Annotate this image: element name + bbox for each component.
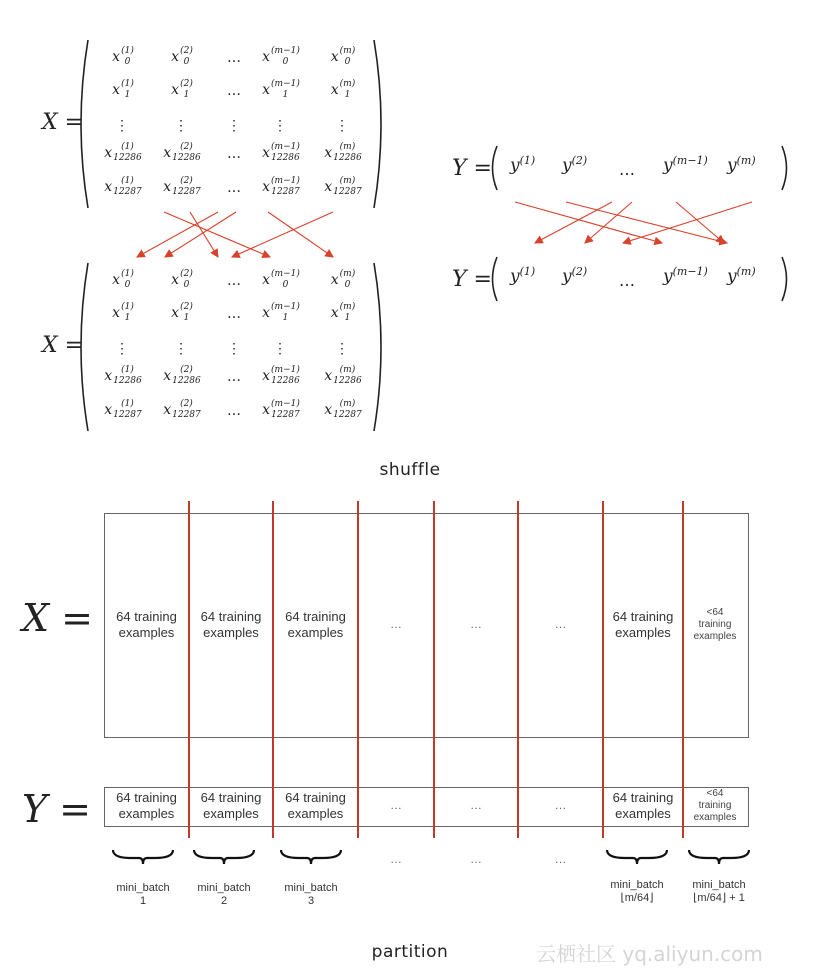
matrix-entry: x (2) 12287: [163, 399, 201, 420]
matrix-entry: x (m) 1: [330, 302, 356, 323]
vector-entry: $y^{(2)}$: [562, 154, 588, 176]
matrix-entry: x (m−1) 12287: [262, 176, 300, 197]
y-column-ellipsis: …: [554, 798, 567, 812]
vector-ellipsis: …: [619, 271, 635, 290]
vector-entry: $y^{(2)}$: [562, 265, 588, 287]
matrix-entry: x (m) 12287: [324, 176, 362, 197]
vector-entry: $y^{(m-1)}$: [663, 265, 708, 287]
partition-x-label: X =: [22, 596, 93, 640]
x-column-ellipsis: …: [554, 616, 567, 631]
mini-batch-ellipsis: …: [470, 852, 482, 866]
matrix-entry: x (m−1) 12286: [262, 365, 300, 386]
matrix-ellipsis: ⋮: [335, 341, 349, 357]
vector-entry: $y^{(m-1)}$: [663, 154, 708, 176]
matrix-ellipsis: …: [227, 146, 241, 162]
y-column-64-examples: 64 training examples: [612, 790, 674, 821]
y-column-64-examples: 64 training examples: [285, 790, 346, 821]
matrix-entry: x (1) 1: [112, 79, 134, 100]
matrix-entry: x (1) 0: [112, 269, 134, 290]
matrix-entry: x (2) 1: [171, 79, 193, 100]
matrix-entry: x (m) 12286: [324, 142, 362, 163]
mini-batch-label: mini_batch 2: [197, 882, 251, 907]
matrix-entry: x (m) 1: [330, 79, 356, 100]
mini-batch-brace: [607, 850, 667, 864]
matrix-ellipsis: …: [227, 369, 241, 385]
matrix-entry: x (m) 0: [330, 269, 356, 290]
vector-entry: $y^{(1)}$: [510, 154, 536, 176]
mini-batch-label: mini_batch 3: [284, 882, 338, 907]
matrix-ellipsis: …: [227, 403, 241, 419]
x-column-ellipsis: …: [470, 616, 482, 631]
y-column-ellipsis: …: [390, 798, 402, 812]
matrix-entry: x (1) 12287: [104, 399, 142, 420]
matrix-entry: x (2) 0: [171, 46, 193, 67]
matrix-ellipsis: ⋮: [227, 118, 241, 134]
y-column-64-examples: 64 training examples: [200, 790, 262, 821]
mini-batch-ellipsis: …: [390, 852, 402, 866]
mini-batch-brace: [194, 850, 254, 864]
matrix-ellipsis: …: [227, 50, 241, 66]
matrix-entry: x (m−1) 0: [262, 269, 300, 290]
matrix-ellipsis: ⋮: [227, 341, 241, 357]
matrix-x-top-label: X =: [42, 110, 84, 135]
matrix-entry: x (2) 12286: [163, 142, 201, 163]
x-column-64-examples: 64 training examples: [612, 608, 674, 640]
mini-batch-ellipsis: …: [554, 852, 567, 866]
matrix-ellipsis: …: [227, 306, 241, 322]
matrix-entry: x (m) 12287: [324, 399, 362, 420]
vector-entry: $y^{(m)}$: [727, 265, 756, 287]
matrix-ellipsis: ⋮: [273, 341, 287, 357]
matrix-ellipsis: ⋮: [174, 118, 188, 134]
mini-batch-brace: [281, 850, 341, 864]
x-column-64-examples: 64 training examples: [116, 608, 177, 640]
matrix-entry: x (1) 1: [112, 302, 134, 323]
matrix-entry: x (1) 12287: [104, 176, 142, 197]
mini-batch-label: mini_batch ⌊m/64⌋: [610, 879, 664, 904]
matrix-entry: x (m−1) 1: [262, 302, 300, 323]
vector-ellipsis: …: [619, 160, 635, 179]
shuffle-caption: shuffle: [379, 460, 441, 480]
matrix-entry: x (1) 0: [112, 46, 134, 67]
vector-entry: $y^{(m)}$: [727, 154, 756, 176]
watermark: 云栖社区 yq.aliyun.com: [536, 942, 763, 966]
x-column-64-examples: 64 training examples: [285, 608, 346, 640]
vector-entry: $y^{(1)}$: [510, 265, 536, 287]
matrix-ellipsis: ⋮: [115, 341, 129, 357]
y-column-ellipsis: …: [470, 798, 482, 812]
matrix-entry: x (2) 12287: [163, 176, 201, 197]
mini-batch-brace: [689, 850, 749, 864]
x-column-remainder: <64 training examples: [693, 606, 737, 642]
matrix-entry: x (2) 0: [171, 269, 193, 290]
vector-y-shuffled-label: Y =: [452, 267, 492, 292]
matrix-ellipsis: ⋮: [174, 341, 188, 357]
matrix-x-shuffled-label: X =: [42, 333, 84, 358]
matrix-ellipsis: …: [227, 180, 241, 196]
y-column-remainder: <64 training examples: [693, 788, 737, 823]
matrix-entry: x (m−1) 1: [262, 79, 300, 100]
matrix-entry: x (1) 12286: [104, 365, 142, 386]
matrix-entry: x (2) 12286: [163, 365, 201, 386]
partition-caption: partition: [371, 942, 449, 962]
matrix-ellipsis: ⋮: [335, 118, 349, 134]
matrix-entry: x (m−1) 12286: [262, 142, 300, 163]
x-column-ellipsis: …: [390, 616, 402, 631]
partition-y-label: Y =: [22, 787, 92, 831]
mini-batch-label: mini_batch ⌊m/64⌋ + 1: [692, 879, 746, 904]
y-column-64-examples: 64 training examples: [116, 790, 177, 821]
x-column-64-examples: 64 training examples: [200, 608, 262, 640]
vector-y-top-label: Y =: [452, 156, 492, 181]
matrix-entry: x (1) 12286: [104, 142, 142, 163]
matrix-ellipsis: ⋮: [273, 118, 287, 134]
matrix-ellipsis: ⋮: [115, 118, 129, 134]
matrix-entry: x (m) 12286: [324, 365, 362, 386]
mini-batch-label: mini_batch 1: [116, 882, 170, 907]
matrix-entry: x (m) 0: [330, 46, 356, 67]
matrix-entry: x (m−1) 0: [262, 46, 300, 67]
matrix-entry: x (m−1) 12287: [262, 399, 300, 420]
matrix-ellipsis: …: [227, 273, 241, 289]
matrix-entry: x (2) 1: [171, 302, 193, 323]
mini-batch-brace: [113, 850, 173, 864]
matrix-ellipsis: …: [227, 83, 241, 99]
